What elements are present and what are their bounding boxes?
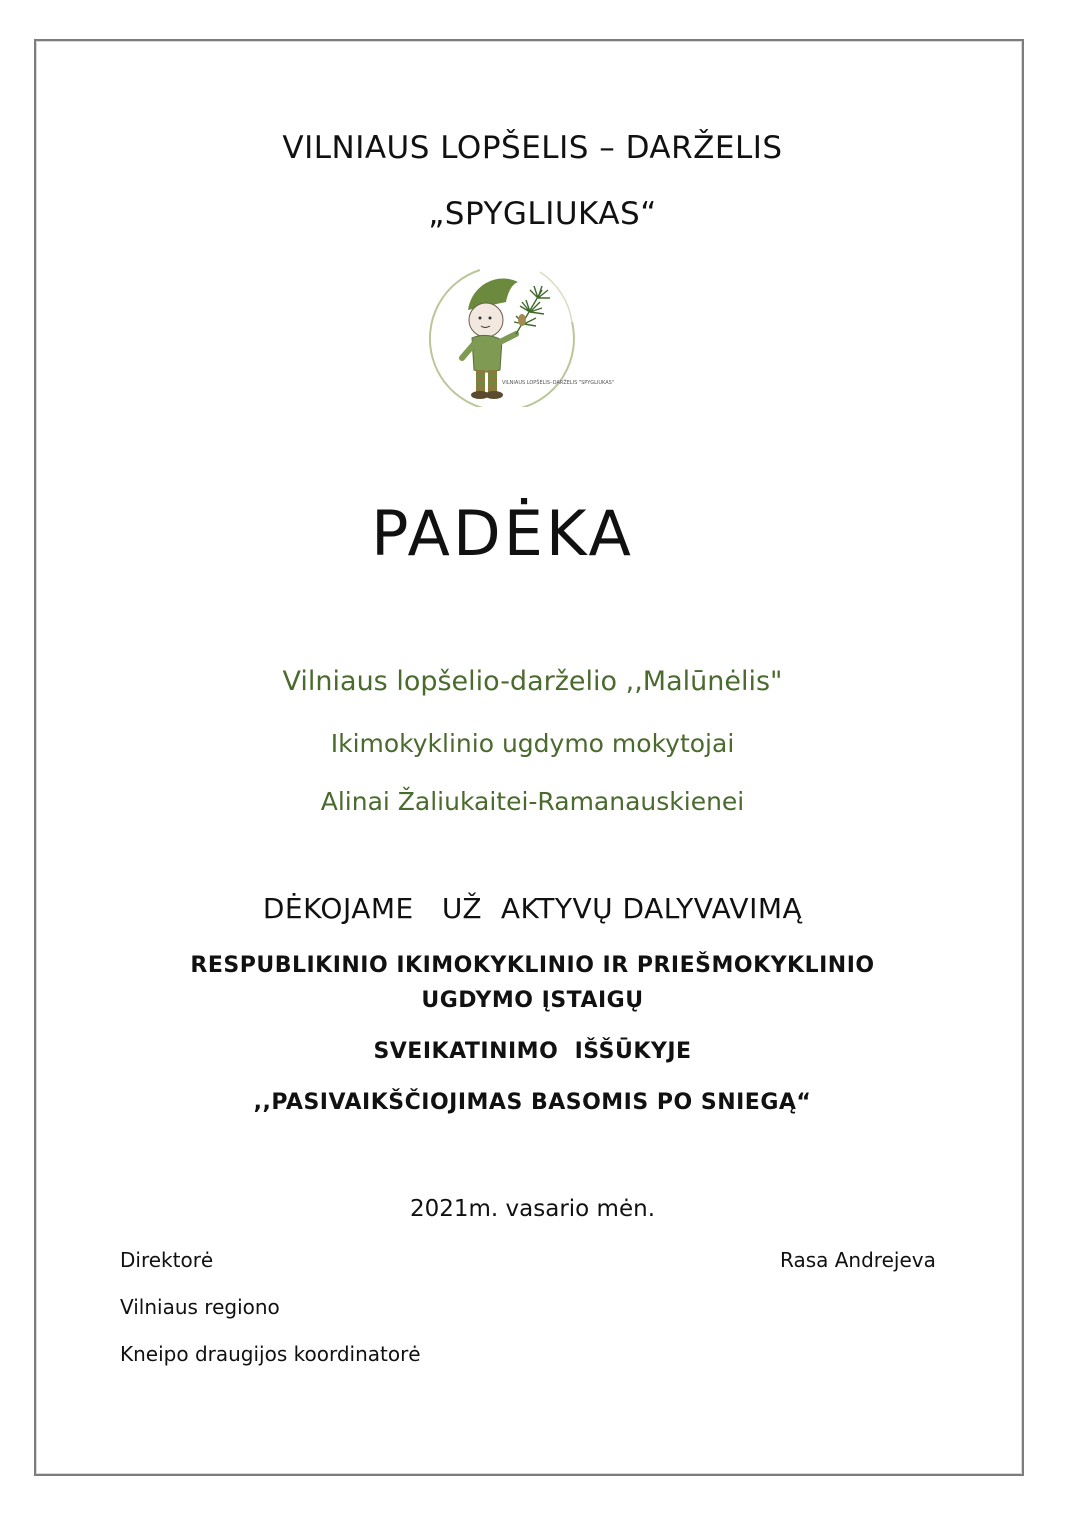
- event-line-2: UGDYMO ĮSTAIGŲ: [421, 988, 644, 1013]
- logo-caption: VILNIAUS LOPŠELIS–DARŽELIS "SPYGLIUKAS": [502, 380, 615, 386]
- page-title: PADĖKA: [371, 497, 634, 570]
- thanks-heading: DĖKOJAME UŽ AKTYVŲ DALYVAVIMĄ: [262, 892, 803, 925]
- issue-date: 2021m. vasario mėn.: [409, 1196, 655, 1222]
- gnome-with-pine-branch-icon: [420, 262, 620, 407]
- event-line-3: SVEIKATINIMO IŠŠŪKYJE: [373, 1039, 692, 1064]
- signer-name: Rasa Andrejeva: [780, 1248, 936, 1272]
- signer-role-2: Vilniaus regiono: [120, 1295, 280, 1319]
- signer-role-1: Direktorė: [120, 1248, 214, 1272]
- event-line-4: ,,PASIVAIKŠČIOJIMAS BASOMIS PO SNIEGĄ“: [253, 1090, 812, 1115]
- recipient-institution: Vilniaus lopšelio-darželio ,,Malūnėlis": [282, 666, 783, 697]
- institution-subtitle: „SPYGLIUKAS“: [428, 196, 657, 232]
- logo: [420, 262, 620, 407]
- event-line-1: RESPUBLIKINIO IKIMOKYKLINIO IR PRIEŠMOKYKLINIO: [190, 953, 875, 978]
- recipient-role: Ikimokyklinio ugdymo mokytojai: [330, 729, 735, 758]
- institution-name: VILNIAUS LOPŠELIS – DARŽELIS: [282, 130, 783, 166]
- recipient-name: Alinai Žaliukaitei-Ramanauskienei: [320, 787, 745, 816]
- signer-role-3: Kneipo draugijos koordinatorė: [120, 1342, 421, 1366]
